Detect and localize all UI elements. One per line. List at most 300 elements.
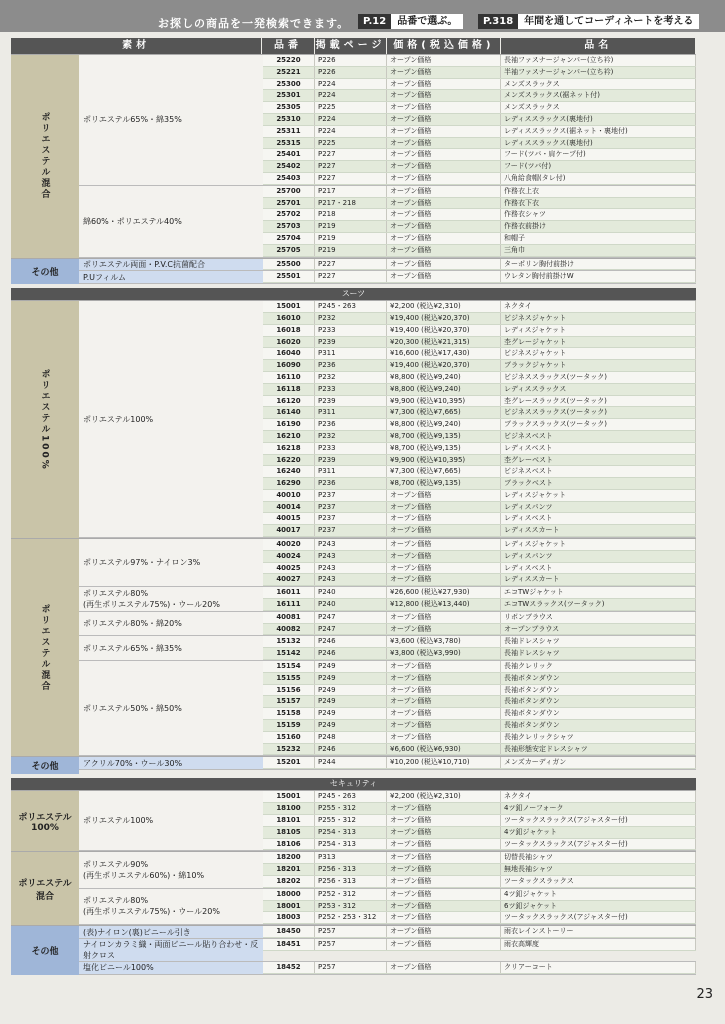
- table-row[interactable]: [263, 337, 696, 349]
- product-name: メンズスラックス(裾ネット付): [501, 90, 696, 101]
- price: オープン価格: [387, 926, 501, 937]
- product-name: クリアーコート: [501, 962, 696, 973]
- price: オープン価格: [387, 79, 501, 90]
- table-row[interactable]: [263, 574, 696, 586]
- table-row[interactable]: [263, 186, 696, 198]
- price: オープン価格: [387, 55, 501, 66]
- item-number: 15001: [263, 301, 315, 312]
- item-number: 25500: [263, 259, 315, 270]
- product-name: ブラックベスト: [501, 478, 696, 489]
- product-name: ターポリン胸付前掛け: [501, 259, 696, 270]
- catalog-page: P249: [315, 696, 387, 707]
- category-label: ポリエステル 100%: [11, 791, 79, 851]
- price: オープン価格: [387, 539, 501, 550]
- table-row[interactable]: [263, 245, 696, 257]
- catalog-page: P218: [315, 209, 387, 220]
- item-number: 18001: [263, 901, 315, 912]
- price: オープン価格: [387, 490, 501, 501]
- catalog-page: P237: [315, 502, 387, 513]
- product-name: ネクタイ: [501, 791, 696, 802]
- item-number: 15001: [263, 791, 315, 802]
- item-number: 25315: [263, 138, 315, 149]
- category-group: [11, 925, 696, 975]
- product-name: 八角給食帽(タレ付): [501, 173, 696, 184]
- table-row[interactable]: [263, 79, 696, 91]
- product-name: ビジネスジャケット: [501, 313, 696, 324]
- material-name: ポリエステル100%: [79, 791, 263, 850]
- item-number: 18100: [263, 803, 315, 814]
- price: オープン価格: [387, 661, 501, 672]
- price: オープン価格: [387, 962, 501, 973]
- catalog-page: P239: [315, 396, 387, 407]
- table-row[interactable]: [263, 876, 696, 888]
- catalog-page: P226: [315, 55, 387, 66]
- table-row[interactable]: [263, 55, 696, 67]
- item-number: 25705: [263, 245, 315, 256]
- item-number: 25305: [263, 102, 315, 113]
- product-name: 雨衣高輝度: [501, 939, 696, 950]
- price: オープン価格: [387, 149, 501, 160]
- material-block: [79, 889, 696, 925]
- product-name: エコTWスラックス(ツータック): [501, 599, 696, 610]
- price: ¥8,700 (税込¥9,135): [387, 443, 501, 454]
- product-name: レディススカート: [501, 525, 696, 536]
- table-header: [11, 38, 696, 54]
- table-section: [11, 54, 696, 284]
- item-number: 40024: [263, 551, 315, 562]
- table-row[interactable]: [263, 744, 696, 756]
- item-number: 16020: [263, 337, 315, 348]
- product-name: 和帽子: [501, 233, 696, 244]
- table-row[interactable]: [263, 599, 696, 611]
- price: ¥3,800 (税込¥3,990): [387, 648, 501, 659]
- catalog-page: P237: [315, 513, 387, 524]
- table-row[interactable]: [263, 407, 696, 419]
- table-row[interactable]: [263, 852, 696, 864]
- material-name: 綿60%・ポリエステル40%: [79, 186, 263, 257]
- item-number: 25700: [263, 186, 315, 197]
- price: ¥3,600 (税込¥3,780): [387, 636, 501, 647]
- price: ¥19,400 (税込¥20,370): [387, 325, 501, 336]
- catalog-page: P249: [315, 673, 387, 684]
- price: オープン価格: [387, 901, 501, 912]
- material-block: [79, 259, 696, 272]
- price: オープン価格: [387, 173, 501, 184]
- table-row[interactable]: [263, 372, 696, 384]
- price: オープン価格: [387, 114, 501, 125]
- table-row[interactable]: [263, 198, 696, 210]
- product-name: レディスジャケット: [501, 539, 696, 550]
- item-number: 18202: [263, 876, 315, 887]
- material-name: ポリエステル65%・綿35%: [79, 55, 263, 185]
- product-name: ビジネススラックス(ツータック): [501, 407, 696, 418]
- catalog-page: P239: [315, 337, 387, 348]
- item-number: 25300: [263, 79, 315, 90]
- table-row[interactable]: [263, 803, 696, 815]
- catalog-page: P227: [315, 271, 387, 282]
- table-row[interactable]: [263, 138, 696, 150]
- table-row[interactable]: [263, 889, 696, 901]
- category-group: [11, 300, 696, 538]
- item-number: 40025: [263, 563, 315, 574]
- table-row[interactable]: [263, 525, 696, 537]
- catalog-page: P256・313: [315, 864, 387, 875]
- product-name: レディスジャケット: [501, 490, 696, 501]
- table-body: [11, 54, 696, 975]
- catalog-page: P249: [315, 720, 387, 731]
- table-row[interactable]: [263, 161, 696, 173]
- catalog-page: P245・263: [315, 791, 387, 802]
- material-name: 塩化ビニール100%: [79, 962, 263, 974]
- price: オープン価格: [387, 732, 501, 743]
- catalog-page: P246: [315, 648, 387, 659]
- material-block: [79, 539, 696, 587]
- table-row[interactable]: [263, 209, 696, 221]
- price: オープン価格: [387, 708, 501, 719]
- material-name: ポリエステル80% (再生ポリエステル75%)・ウール20%: [79, 587, 263, 611]
- header-page: 掲載ページ: [315, 38, 387, 54]
- catalog-page: P236: [315, 360, 387, 371]
- table-row[interactable]: [263, 661, 696, 673]
- catalog-page: P247: [315, 624, 387, 635]
- table-row[interactable]: [263, 233, 696, 245]
- table-row[interactable]: [263, 348, 696, 360]
- item-number: 15158: [263, 708, 315, 719]
- price: オープン価格: [387, 563, 501, 574]
- item-number: 15157: [263, 696, 315, 707]
- item-number: 25701: [263, 198, 315, 209]
- price: ¥9,900 (税込¥10,395): [387, 396, 501, 407]
- product-name: 無地長袖シャツ: [501, 864, 696, 875]
- banner-lead-text: お探しの商品を一発検索できます。: [158, 17, 350, 30]
- item-number: 16011: [263, 587, 315, 598]
- product-name: レディスベスト: [501, 563, 696, 574]
- catalog-page: P232: [315, 431, 387, 442]
- product-name: 杢グレーベスト: [501, 455, 696, 466]
- material-name: P.Uフィルム: [79, 271, 263, 283]
- table-row[interactable]: [263, 939, 696, 951]
- table-row[interactable]: [263, 259, 696, 271]
- product-name: 作務衣シャツ: [501, 209, 696, 220]
- product-name: 切替長袖シャツ: [501, 852, 696, 863]
- item-number: 18101: [263, 815, 315, 826]
- table-row[interactable]: [263, 757, 696, 769]
- material-block: [79, 661, 696, 756]
- item-number: 16120: [263, 396, 315, 407]
- table-row[interactable]: [263, 102, 696, 114]
- table-row[interactable]: [263, 839, 696, 851]
- item-number: 25702: [263, 209, 315, 220]
- material-block: [79, 939, 696, 962]
- table-row[interactable]: [263, 539, 696, 551]
- product-name: ツータックスラックス: [501, 876, 696, 887]
- price: オープン価格: [387, 673, 501, 684]
- product-name: リボンブラウス: [501, 612, 696, 623]
- table-row[interactable]: [263, 325, 696, 337]
- table-row[interactable]: [263, 901, 696, 913]
- price: オープン価格: [387, 126, 501, 137]
- page-ref-number: P.318: [478, 14, 518, 29]
- material-name: ポリエステル90% (再生ポリエステル60%)・綿10%: [79, 852, 263, 887]
- category-group: [11, 258, 696, 285]
- product-name: 6ツ釦ジャケット: [501, 901, 696, 912]
- catalog-page: P254・313: [315, 827, 387, 838]
- catalog-page: P233: [315, 325, 387, 336]
- catalog-page: P257: [315, 926, 387, 937]
- table-row[interactable]: [263, 648, 696, 660]
- product-name: 長袖ボタンダウン: [501, 685, 696, 696]
- catalog-page: P246: [315, 636, 387, 647]
- item-number: 16040: [263, 348, 315, 359]
- price: オープン価格: [387, 624, 501, 635]
- catalog-page: P257: [315, 939, 387, 950]
- price: オープン価格: [387, 815, 501, 826]
- item-number: 15232: [263, 744, 315, 755]
- table-row[interactable]: [263, 551, 696, 563]
- table-row[interactable]: [263, 587, 696, 599]
- product-name: ビジネスベスト: [501, 466, 696, 477]
- price: ¥2,200 (税込¥2,310): [387, 791, 501, 802]
- item-number: 16018: [263, 325, 315, 336]
- product-name: エコTWジャケット: [501, 587, 696, 598]
- page-ref-12[interactable]: [358, 14, 463, 29]
- material-block: [79, 636, 696, 661]
- item-number: 40027: [263, 574, 315, 585]
- product-name: ビジネススラックス(ツータック): [501, 372, 696, 383]
- category-label: ポリエステル 混合: [11, 852, 79, 925]
- price: ¥19,400 (税込¥20,370): [387, 360, 501, 371]
- item-number: 15155: [263, 673, 315, 684]
- table-row[interactable]: [263, 563, 696, 575]
- table-row[interactable]: [263, 864, 696, 876]
- table-row[interactable]: [263, 90, 696, 102]
- catalog-page: P233: [315, 384, 387, 395]
- price: オープン価格: [387, 67, 501, 78]
- table-row[interactable]: [263, 271, 696, 283]
- item-number: 25401: [263, 149, 315, 160]
- product-name: 雨衣レインストーリー: [501, 926, 696, 937]
- table-row[interactable]: [263, 815, 696, 827]
- category-group: [11, 54, 696, 258]
- product-name: 作務衣下衣: [501, 198, 696, 209]
- price: オープン価格: [387, 138, 501, 149]
- top-banner: [0, 0, 725, 32]
- table-row[interactable]: [263, 708, 696, 720]
- table-row[interactable]: [263, 502, 696, 514]
- item-number: 25301: [263, 90, 315, 101]
- catalog-page: P311: [315, 466, 387, 477]
- section-title: スーツ: [11, 288, 696, 300]
- table-row[interactable]: [263, 466, 696, 478]
- price: ¥8,700 (税込¥9,135): [387, 478, 501, 489]
- catalog-page: P236: [315, 478, 387, 489]
- catalog-page: P227: [315, 161, 387, 172]
- price: オープン価格: [387, 889, 501, 900]
- material-name: ポリエステル80%・綿20%: [79, 612, 263, 636]
- item-number: 16240: [263, 466, 315, 477]
- table-row[interactable]: [263, 612, 696, 624]
- catalog-page: P226: [315, 67, 387, 78]
- product-name: 作務衣前掛け: [501, 221, 696, 232]
- table-row[interactable]: [263, 360, 696, 372]
- item-number: 16010: [263, 313, 315, 324]
- table-row[interactable]: [263, 827, 696, 839]
- price: オープン価格: [387, 209, 501, 220]
- table-row[interactable]: [263, 926, 696, 938]
- product-name: 杢グレージャケット: [501, 337, 696, 348]
- table-row[interactable]: [263, 962, 696, 974]
- price: オープン価格: [387, 827, 501, 838]
- table-row[interactable]: [263, 114, 696, 126]
- item-number: 18000: [263, 889, 315, 900]
- table-row[interactable]: [263, 455, 696, 467]
- item-number: 16290: [263, 478, 315, 489]
- product-name: ブラックスラックス(ツータック): [501, 419, 696, 430]
- table-row[interactable]: [263, 419, 696, 431]
- category-group: [11, 756, 696, 774]
- item-number: 25402: [263, 161, 315, 172]
- header-item-number: 品番: [262, 38, 315, 54]
- page-ref-318[interactable]: [478, 14, 699, 29]
- catalog-page: P243: [315, 563, 387, 574]
- catalog-page: P219: [315, 221, 387, 232]
- catalog-page: P247: [315, 612, 387, 623]
- price: ¥12,800 (税込¥13,440): [387, 599, 501, 610]
- table-row[interactable]: [263, 301, 696, 313]
- price: オープン価格: [387, 502, 501, 513]
- price: オープン価格: [387, 864, 501, 875]
- item-number: 15154: [263, 661, 315, 672]
- catalog-page: P227: [315, 149, 387, 160]
- table-row[interactable]: [263, 126, 696, 138]
- table-row[interactable]: [263, 396, 696, 408]
- product-name: オープンブラウス: [501, 624, 696, 635]
- price: ¥10,200 (税込¥10,710): [387, 757, 501, 768]
- table-row[interactable]: [263, 478, 696, 490]
- table-row[interactable]: [263, 732, 696, 744]
- product-name: 長袖ボタンダウン: [501, 720, 696, 731]
- category-group: [11, 538, 696, 756]
- price: オープン価格: [387, 803, 501, 814]
- table-row[interactable]: [263, 490, 696, 502]
- price: オープン価格: [387, 245, 501, 256]
- header-material: 素材: [11, 38, 262, 54]
- product-name: 4ツ釦ノーフォーク: [501, 803, 696, 814]
- price: ¥20,300 (税込¥21,315): [387, 337, 501, 348]
- table-row[interactable]: [263, 149, 696, 161]
- catalog-page: P249: [315, 661, 387, 672]
- item-number: 40010: [263, 490, 315, 501]
- product-name: 長袖ドレスシャツ: [501, 636, 696, 647]
- category-group: [11, 851, 696, 925]
- table-row[interactable]: [263, 313, 696, 325]
- material-name: アクリル70%・ウール30%: [79, 757, 263, 769]
- catalog-page: P246: [315, 744, 387, 755]
- material-block: [79, 186, 696, 258]
- material-name: ポリエステル両面・P.V.C抗菌配合: [79, 259, 263, 271]
- price: オープン価格: [387, 198, 501, 209]
- table-row[interactable]: [263, 431, 696, 443]
- product-name: レディスベスト: [501, 513, 696, 524]
- table-row[interactable]: [263, 912, 696, 924]
- table-row[interactable]: [263, 791, 696, 803]
- catalog-page: P248: [315, 732, 387, 743]
- item-number: 40014: [263, 502, 315, 513]
- material-name: (表)ナイロン(裏)ビニール引き: [79, 926, 263, 938]
- catalog-page: P243: [315, 539, 387, 550]
- product-name: ビジネスベスト: [501, 431, 696, 442]
- table-row[interactable]: [263, 384, 696, 396]
- catalog-page: P255・312: [315, 815, 387, 826]
- material-name: ポリエステル50%・綿50%: [79, 661, 263, 755]
- catalog-page: P243: [315, 574, 387, 585]
- item-number: 15159: [263, 720, 315, 731]
- price: オープン価格: [387, 102, 501, 113]
- item-number: 16111: [263, 599, 315, 610]
- product-name: レディスジャケット: [501, 325, 696, 336]
- category-label: ポリエステル混合: [11, 55, 79, 258]
- catalog-page: P240: [315, 587, 387, 598]
- catalog-page: P256・313: [315, 876, 387, 887]
- table-row[interactable]: [263, 67, 696, 79]
- item-number: 16218: [263, 443, 315, 454]
- table-row[interactable]: [263, 673, 696, 685]
- material-name: ポリエステル97%・ナイロン3%: [79, 539, 263, 586]
- price: ¥8,800 (税込¥9,240): [387, 384, 501, 395]
- table-section: [11, 288, 696, 774]
- category-group: [11, 790, 696, 851]
- table-row[interactable]: [263, 513, 696, 525]
- item-number: 18201: [263, 864, 315, 875]
- price: ¥6,600 (税込¥6,930): [387, 744, 501, 755]
- price: ¥8,800 (税込¥9,240): [387, 372, 501, 383]
- table-row[interactable]: [263, 636, 696, 648]
- table-row[interactable]: [263, 685, 696, 697]
- material-block: [79, 757, 696, 770]
- price: オープン価格: [387, 551, 501, 562]
- price: オープン価格: [387, 221, 501, 232]
- table-row[interactable]: [263, 443, 696, 455]
- material-block: [79, 962, 696, 975]
- table-row[interactable]: [263, 173, 696, 185]
- product-name: 4ツ釦ジャケット: [501, 827, 696, 838]
- table-row[interactable]: [263, 624, 696, 636]
- catalog-page: P219: [315, 245, 387, 256]
- price: オープン価格: [387, 525, 501, 536]
- catalog-page: P217: [315, 186, 387, 197]
- page-ref-text: 品番で選ぶ。: [391, 14, 463, 29]
- table-row[interactable]: [263, 696, 696, 708]
- item-number: 16118: [263, 384, 315, 395]
- page-number: 23: [696, 987, 713, 1002]
- table-row[interactable]: [263, 221, 696, 233]
- item-number: 15132: [263, 636, 315, 647]
- table-row[interactable]: [263, 720, 696, 732]
- price: オープン価格: [387, 912, 501, 923]
- item-number: 15201: [263, 757, 315, 768]
- product-name: レディススラックス(裏地付): [501, 114, 696, 125]
- catalog-page: P224: [315, 79, 387, 90]
- catalog-page: P233: [315, 443, 387, 454]
- item-number: 16210: [263, 431, 315, 442]
- price: オープン価格: [387, 852, 501, 863]
- catalog-page: P236: [315, 419, 387, 430]
- product-name: ブラックジャケット: [501, 360, 696, 371]
- product-name: 長袖ドレスシャツ: [501, 648, 696, 659]
- price: オープン価格: [387, 233, 501, 244]
- material-block: [79, 271, 696, 284]
- catalog-page: P237: [315, 490, 387, 501]
